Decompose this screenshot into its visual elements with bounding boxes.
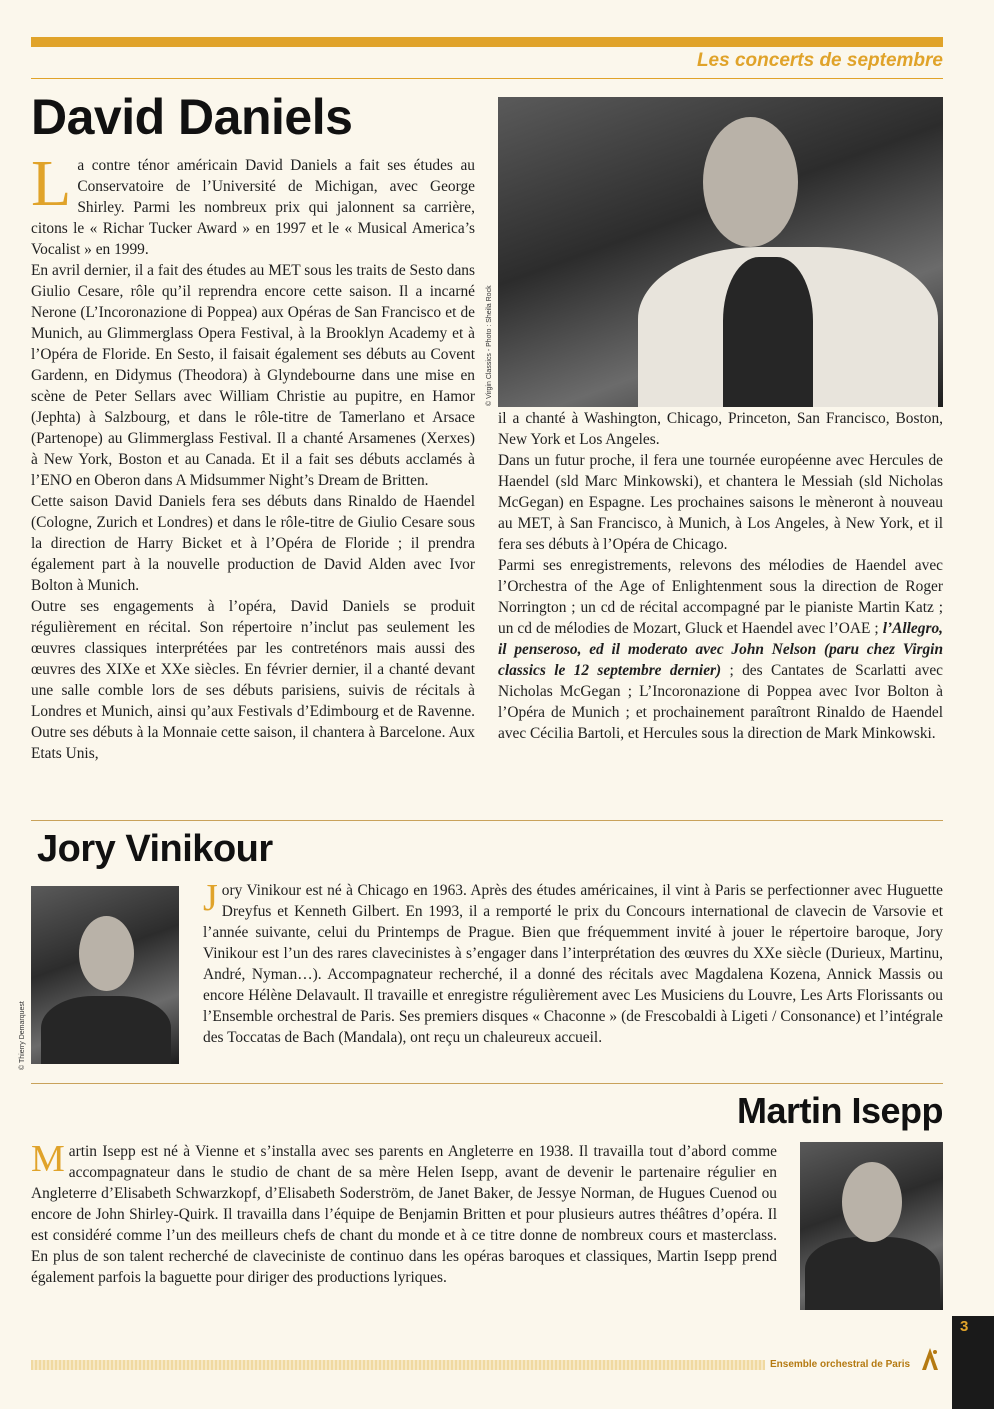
paragraph-text: artin Isepp est né à Vienne et s’installa avec ses parents en Angleterre en 1938. Il travailla tout d’abord comme accompagnateur dans le studio de chant de sa mère Helen Isepp, avant de devenir le partenaire régulier en Angleterre d’Elisabeth Schwarzkopf, d’Elisabeth Soderström, de Janet Baker, de Jessye Norman, de Hugues Cuenod ou encore de John Shirley-Quirk. Il travailla dans l’équipe de Benjamin Britten et pour plusieurs autres théâtres d’opéra. Il est considéré comme l’un des meilleurs chefs de chant du monde et à ce titre donne de nombreux cours et masterclass. En plus de son talent recherché de claveciniste de continuo dans les opéras baroques et classiques, Martin Isepp prend également parfois la baguette pour diriger des productions lyriques.	[31, 1143, 777, 1286]
ensemble-logo-icon	[918, 1346, 942, 1372]
dropcap: M	[31, 1138, 65, 1180]
paragraph-text: Parmi ses enregistrements, relevons des mélodies de Haendel avec l’Orchestra of the Age of Enlightenment sous la direction de Roger Norrington ; un cd de récital accompagné par le pianiste Martin Katz ; un cd de mélodies de Mozart, Gluck et Haendel avec l’OAE ;	[498, 557, 943, 637]
page-tab	[952, 1316, 994, 1409]
paragraph-text: ory Vinikour est né à Chicago en 1963. Après des études américaines, il vint à Paris se perfectionner avec Huguette Dreyfus et Kenneth Gilbert. En 1993, il a remporté le prix du Concours international de clavecin de Varsovie et l’année suivante, celui du Printemps de Prague. Bien que fréquemment invité à jouer le répertoire baroque, Jory Vinikour est l’un des rares clavecinistes à s’engager dans l’interprétation des œuvres du XXe siècle (Durieux, Martinu, André, Nyman…). Accompagnateur recherché, il a donné des récitals avec Magdalena Kozena, Annick Massis ou encore Hélène Delavault. Il travaille et enregistre régulièrement avec Les Musiciens du Louvre, Les Arts Florissants ou l’Ensemble orchestral de Paris. Ses premiers disques « Chaconne » (de Frescobaldi à Ligeti / Consonance) et l’intégrale des Toccatas de Bach (Mandala), ont reçu un chaleureux accueil.	[203, 882, 943, 1046]
dropcap: L	[31, 147, 72, 220]
dropcap: J	[203, 877, 218, 919]
daniels-paragraph: Dans un futur proche, il fera une tournée européenne avec Hercules de Haendel (sld Marc Minkowski), et chantera le Messiah (sld Nicholas McGegan) en Espagne. Les prochaines saisons le mèneront à nouveau au MET, à San Francisco, à Munich, à Los Angeles, à New York, et il fera ses débuts à l’Opéra de Chicago.	[498, 452, 943, 553]
daniels-paragraph	[498, 555, 943, 744]
isepp-title: Martin Isepp	[736, 1090, 943, 1131]
photo-shirt	[723, 257, 813, 407]
top-accent-bar	[31, 37, 943, 47]
highlight-recording: l’Allegro, il penseroso, ed il moderato avec John Nelson (paru chez Virgin classics le 12 septembre dernier)	[498, 620, 943, 679]
photo-head	[842, 1162, 902, 1242]
paragraph-text: ; des Cantates de Scarlatti avec Nicholas McGegan ; L’Incoronazione di Poppea avec Ivor Bolton à l’Opéra de Munich ; et prochainement paraîtront Rinaldo de Haendel avec Cécilia Bartoli, et Hercules sous la direction de Mark Minkowski.	[498, 662, 943, 742]
photo-figure	[805, 1237, 940, 1310]
vinikour-photo	[31, 886, 179, 1064]
section-kicker: Les concerts de septembre	[696, 50, 943, 71]
isepp-paragraph	[31, 1138, 777, 1288]
daniels-paragraph: Cette saison David Daniels fera ses débuts dans Rinaldo de Haendel (Cologne, Zurich et Londres) et dans le rôle-titre de Giulio Cesare sous la direction de Harry Bicket et à l’Opéra de Floride ; il prendra également part à la nouvelle production de David Alden avec Ivor Bolton à Munich.	[31, 493, 475, 594]
photo-figure	[41, 996, 171, 1064]
daniels-paragraph: En avril dernier, il a fait des études au MET sous les traits de Sesto dans Giulio Cesare, rôle qu’il reprendra encore cette saison. Il a incarné Nerone (L’Incoronazione di Poppea) aux Opéras de San Francisco et de Munich, au Glimmerglass Opera Festival, à la Brooklyn Academy et à l’Opéra de Floride. En Sesto, il faisait également ses débuts au Covent Gardenn, en Didymus (Theodora) à Glyndebourne dans une mise en scène de Peter Sellars avec William Christie au pupitre, en Hamor (Jephta) à Salzbourg, et dans le rôle-titre de Tamerlano et Arsace (Partenope) au Glimmerglass Festival. Il a chanté Arsamenes (Xerxes) à New York, Boston et au Canada. Et il a fait ses débuts acclamés à l’ENO en Oberon dans A Midsummer Night’s Dream de Britten.	[31, 262, 475, 489]
daniels-right-column	[498, 408, 943, 744]
daniels-paragraph: il a chanté à Washington, Chicago, Princeton, San Francisco, Boston, New York et Los Angeles.	[498, 410, 943, 448]
kicker-rule	[31, 78, 943, 79]
vinikour-paragraph	[203, 877, 943, 1048]
ensemble-logo-icon-svg	[918, 1346, 942, 1372]
daniels-title: David Daniels	[31, 89, 353, 145]
section-divider	[31, 1083, 943, 1084]
section-divider	[31, 820, 943, 821]
vinikour-text	[203, 877, 943, 1048]
paragraph-text: a contre ténor américain David Daniels a fait ses études au Conservatoire de l’Université de Michigan, avec George Shirley. Parmi les nombreux prix qui jalonnent sa carrière, citons le « Richar Tucker Award » en 1997 et le « Musical America’s Vocalist » en 1999.	[31, 157, 475, 258]
footer-organization: Ensemble orchestral de Paris	[770, 1359, 911, 1370]
photo-head	[79, 916, 134, 991]
bottom-accent-bar	[31, 1360, 765, 1370]
isepp-text	[31, 1138, 777, 1288]
isepp-photo	[800, 1142, 943, 1310]
vinikour-photo-credit: © Thierry Demarquest	[19, 1001, 26, 1070]
daniels-paragraph	[31, 147, 475, 260]
photo-head	[703, 117, 798, 247]
daniels-left-column	[31, 147, 475, 764]
daniels-photo	[498, 97, 943, 407]
daniels-photo-credit: © Virgin Classics - Photo : Sheila Rock	[486, 285, 493, 406]
page-number: 3	[960, 1318, 969, 1335]
daniels-paragraph: Outre ses engagements à l’opéra, David Daniels se produit régulièrement en récital. Son répertoire n’inclut pas seulement les œuvres classiques interprétées par les contreténors mais aussi des œuvres des XIXe et XXe siècles. En février dernier, il a chanté devant une salle comble lors de ses débuts parisiens, suivis de récitals à Londres et Munich, ainsi qu’aux Festivals d’Edimbourg et de Ravenne. Outre ses débuts à la Monnaie cette saison, il chantera à Barcelone. Aux Etats Unis,	[31, 598, 475, 762]
vinikour-title: Jory Vinikour	[37, 828, 273, 870]
